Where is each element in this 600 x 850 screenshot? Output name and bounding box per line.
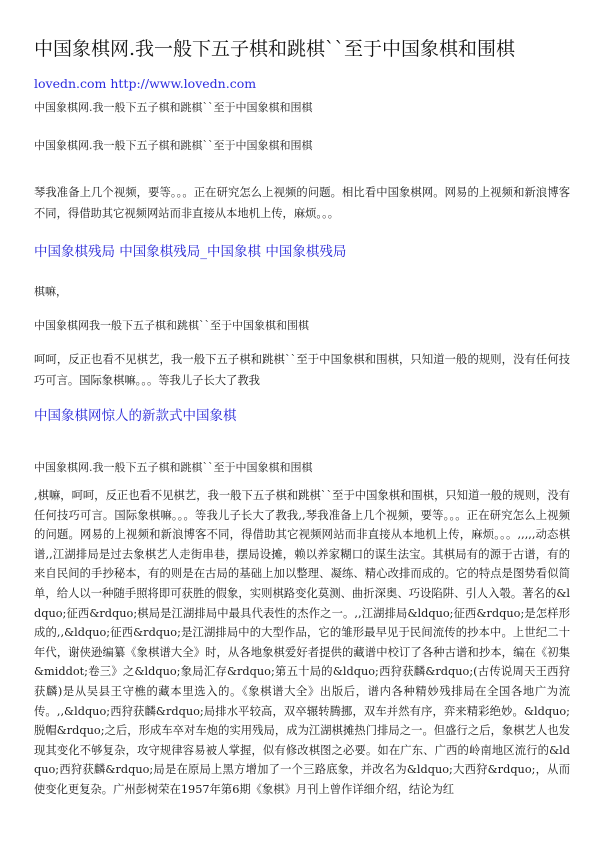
text-line: 中国象棋网.我一般下五子棋和跳棋``至于中国象棋和围棋: [34, 461, 313, 474]
paragraph: 琴我准备上几个视频，要等。。。正在研究怎么上视频的问题。相比看中国象棋网。网易的上视频和新浪博客不同，得借助其它视频网站而非直接从本地机上传，麻烦。。。: [34, 186, 570, 220]
subtitle-line: 中国象棋网.我一般下五子棋和跳棋``至于中国象棋和围棋: [34, 139, 313, 152]
section-heading: 中国象棋残局 中国象棋残局_中国象棋 中国象棋残局: [34, 244, 347, 260]
site-url: lovedn.com http://www.lovedn.com: [34, 76, 257, 91]
paragraph: 呵呵，反正也看不见棋艺，我一般下五子棋和跳棋``至于中国象棋和围棋，只知道一般的规则，没有任何技巧可言。国际象棋嘛。。。等我儿子长大了教我: [34, 353, 570, 387]
text-line: 中国象棋网我一般下五子棋和跳棋``至于中国象棋和围棋: [34, 319, 309, 332]
text-line: 棋嘛，: [34, 285, 67, 298]
section-heading: 中国象棋网惊人的新款式中国象棋: [34, 408, 237, 424]
page-title: 中国象棋网.我一般下五子棋和跳棋``至于中国象棋和围棋: [34, 38, 516, 60]
subtitle-line: 中国象棋网.我一般下五子棋和跳棋``至于中国象棋和围棋: [34, 101, 313, 114]
body-paragraph: ,棋嘛，呵呵，反正也看不见棋艺，我一般下五子棋和跳棋``至于中国象棋和围棋，只知道一般的规则，没有任何技巧可言。国际象棋嘛。。。等我儿子长大了教我,,琴我准备上几个视频，要等。。。正在研究怎么上视频的问题。网易的上视频和新浪博客不同，得借助其它视频网站而非直接从本地机上传，麻烦。。。,,,,,动态棋谱,,江湖排局是过去象棋艺人走街串巷，摆局设摊，赖以养家糊口的谋生法宝。其棋局有的源于古谱，有的来自民间的手抄秘本，有的则是在古局的基础上加以整理、凝练、精心改排而成的。它的特点是图势看似简单，给人以一种随手照将即可获胜的假象，实则棋路变化莫测、曲折深奥、巧设陷阱、引人入彀。著名的&ldquo;征西&rdquo;棋局是江湖排局中最具代表性的杰作之一。,,江湖排局&ldquo;征西&rdquo;是怎样形成的,,&ldquo;征西&rdquo;是江湖排局中的大型作品，它的雏形最早见于民间流传的抄本中。上世纪二十年代，谢侠逊编纂《象棋谱大全》时，从各地象棋爱好者提供的藏谱中校订了各种古谱和抄本，编在《初集&middot;卷三》之&ldquo;象局汇存&rdquo;第五十局的&ldquo;西狩获麟&rdquo;(古传说周天王西狩获麟)是从吴县王守樵的藏本里选入的。《象棋谱大全》出版后，谱内各种精妙残排局在全国各地广为流传。,,&ldquo;西狩获麟&rdquo;局排水平较高，双卒辗转腾挪，双车并然有序，弈来精彩绝妙。&ldquo;脱帽&rdquo;之后，形成车卒对车炮的实用残局，成为江湖棋摊热门排局之一。但盛行之后，象棋艺人也发现其变化不够复杂，攻守规律容易被人掌握，似有修改棋图之必要。如在广东、广西的岭南地区流行的&ldquo;西狩获麟&rdquo;局是在原局上黑方增加了一个三路底象，并改名为&ldquo;大西狩&rdquo;，从而使变化更复杂。广州彭树荣在1957年第6期《象棋》月刊上曾作详细介绍，结论为红: [34, 489, 570, 796]
